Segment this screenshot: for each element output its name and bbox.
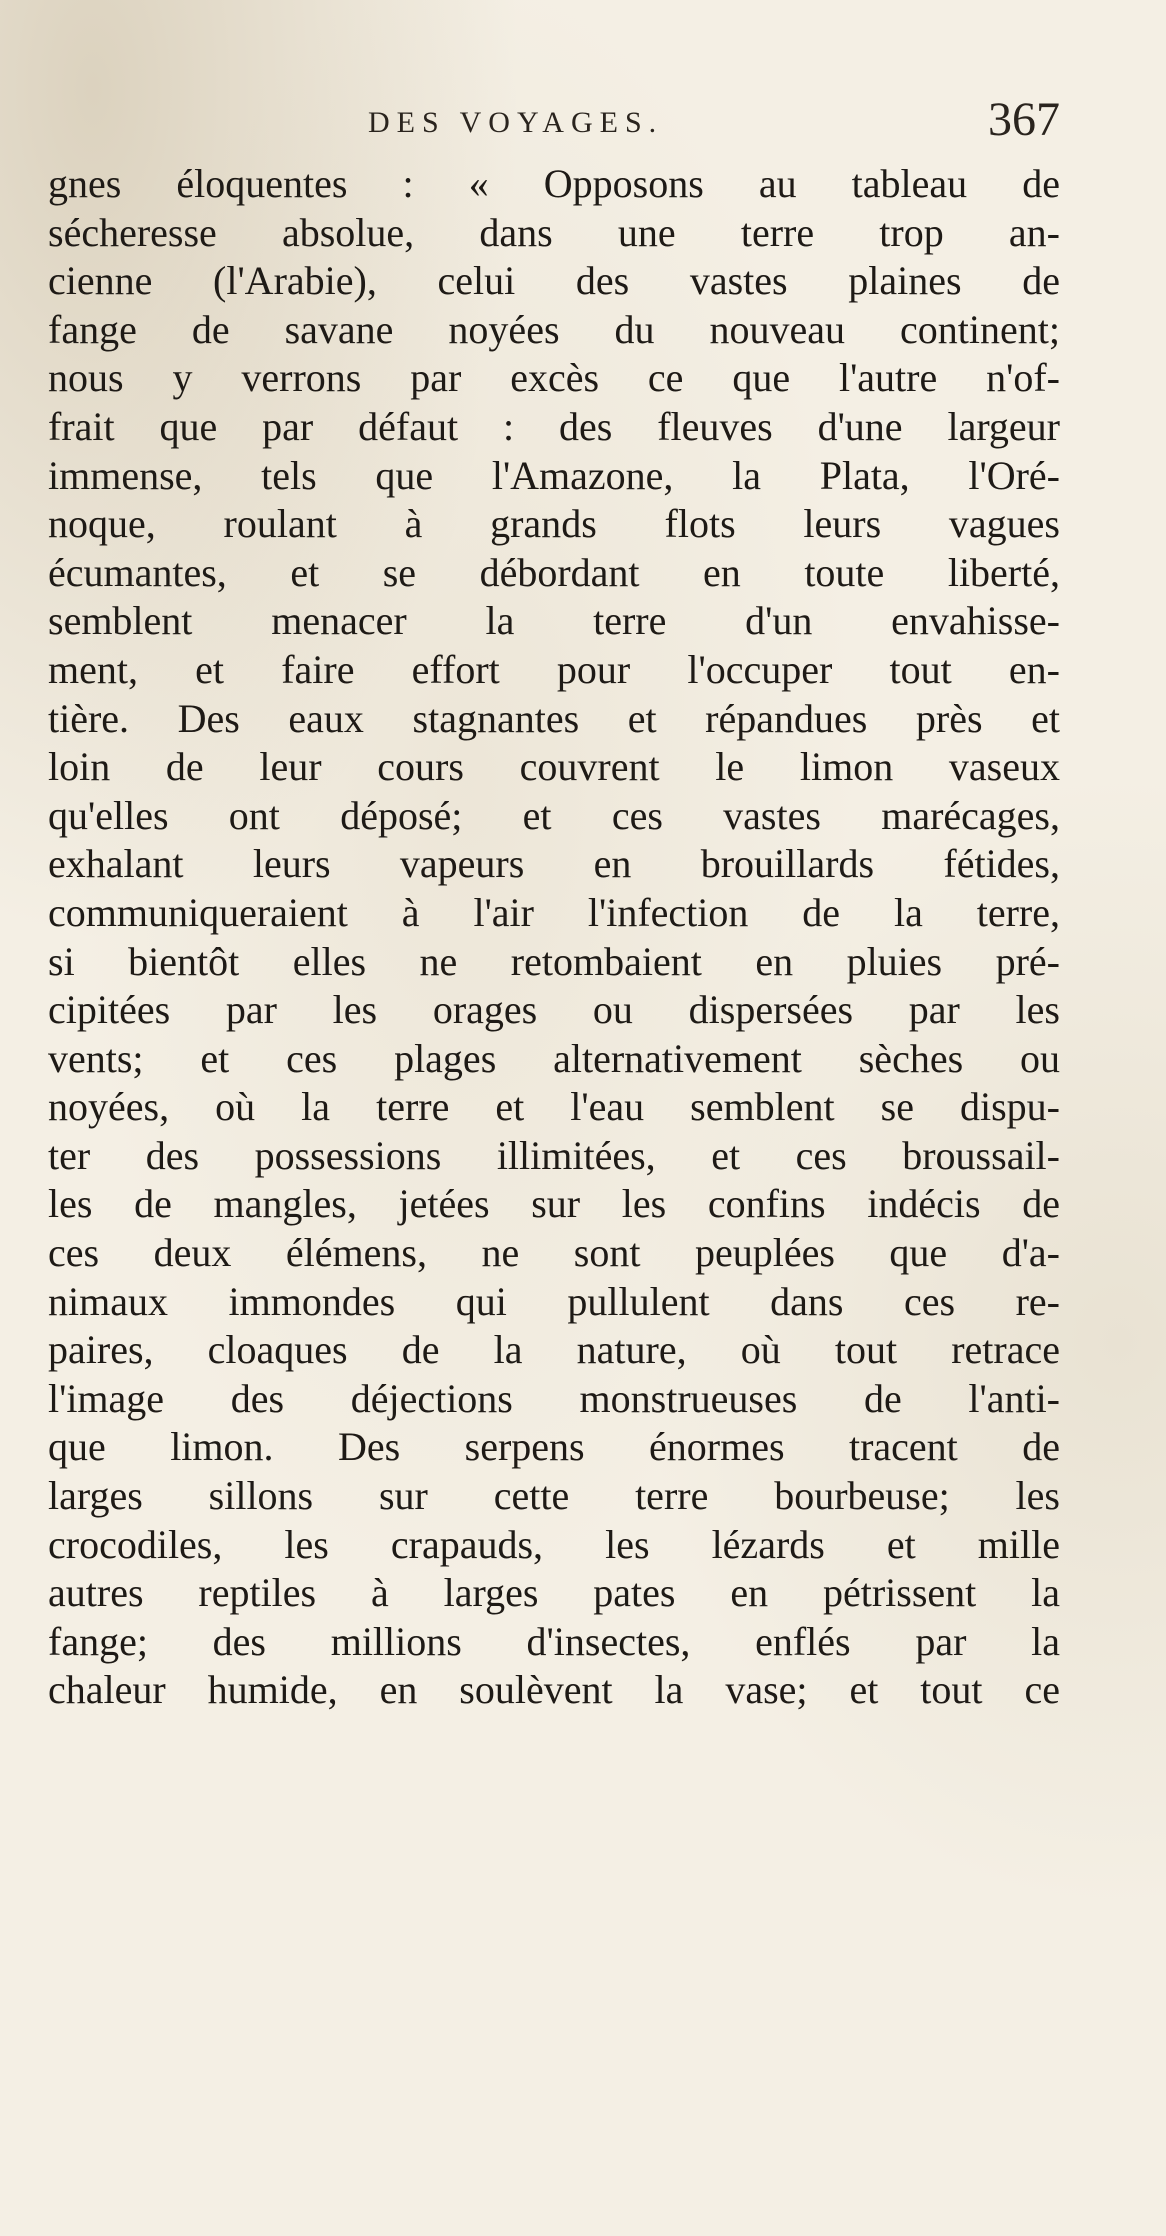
text-line: ment, et faire effort pour l'occuper tout en- [48, 646, 1060, 692]
text-line: les de mangles, jetées sur les confins indécis de [48, 1181, 1060, 1227]
text-body [48, 160, 1060, 1715]
text-line: écumantes, et se débordant en toute liberté, [48, 549, 1060, 595]
text-line: nimaux immondes qui pullulent dans ces re- [48, 1278, 1060, 1324]
text-line: fange de savane noyées du nouveau continent; [48, 306, 1060, 352]
text-line: l'image des déjections monstrueuses de l'anti- [48, 1375, 1060, 1421]
text-line: si bientôt elles ne retombaient en pluies pré- [48, 938, 1060, 984]
text-line: ter des possessions illimitées, et ces broussail- [48, 1132, 1060, 1178]
text-line: noque, roulant à grands flots leurs vagues [48, 501, 1060, 547]
text-line: loin de leur cours couvrent le limon vaseux [48, 744, 1060, 790]
text-line: ces deux élémens, ne sont peuplées que d'a- [48, 1230, 1060, 1276]
text-line: fange; des millions d'insectes, enflés par la [48, 1618, 1060, 1664]
page-number: 367 [988, 93, 1060, 146]
text-line: vents; et ces plages alternativement sèches ou [48, 1035, 1060, 1081]
text-line: frait que par défaut : des fleuves d'une largeur [48, 403, 1060, 449]
text-line: cienne (l'Arabie), celui des vastes plaines de [48, 258, 1060, 304]
text-line: gnes éloquentes : « Opposons au tableau de [48, 161, 1060, 206]
text-line: larges sillons sur cette terre bourbeuse; les [48, 1473, 1060, 1519]
text-line: communiqueraient à l'air l'infection de la terre, [48, 889, 1060, 935]
text-line: noyées, où la terre et l'eau semblent se dispu- [48, 1084, 1060, 1130]
text-line: exhalant leurs vapeurs en brouillards fétides, [48, 841, 1060, 887]
text-line: chaleur humide, en soulèvent la vase; et tout ce [48, 1667, 1060, 1713]
text-line: cipitées par les orages ou dispersées par les [48, 987, 1060, 1033]
text-line: semblent menacer la terre d'un envahisse- [48, 598, 1060, 644]
text-line: sécheresse absolue, dans une terre trop an- [48, 209, 1060, 255]
text-line: autres reptiles à larges pates en pétrissent la [48, 1570, 1060, 1616]
page-header [48, 92, 1060, 156]
text-line: tière. Des eaux stagnantes et répandues près et [48, 695, 1060, 741]
text-line: immense, tels que l'Amazone, la Plata, l'Oré- [48, 452, 1060, 498]
text-line: qu'elles ont déposé; et ces vastes marécages, [48, 792, 1060, 838]
text-line: crocodiles, les crapauds, les lézards et mille [48, 1521, 1060, 1567]
running-head: DES VOYAGES. [368, 106, 664, 139]
text-line: paires, cloaques de la nature, où tout retrace [48, 1327, 1060, 1373]
text-line: que limon. Des serpens énormes tracent de [48, 1424, 1060, 1470]
text-line: nous y verrons par excès ce que l'autre n'of- [48, 355, 1060, 401]
